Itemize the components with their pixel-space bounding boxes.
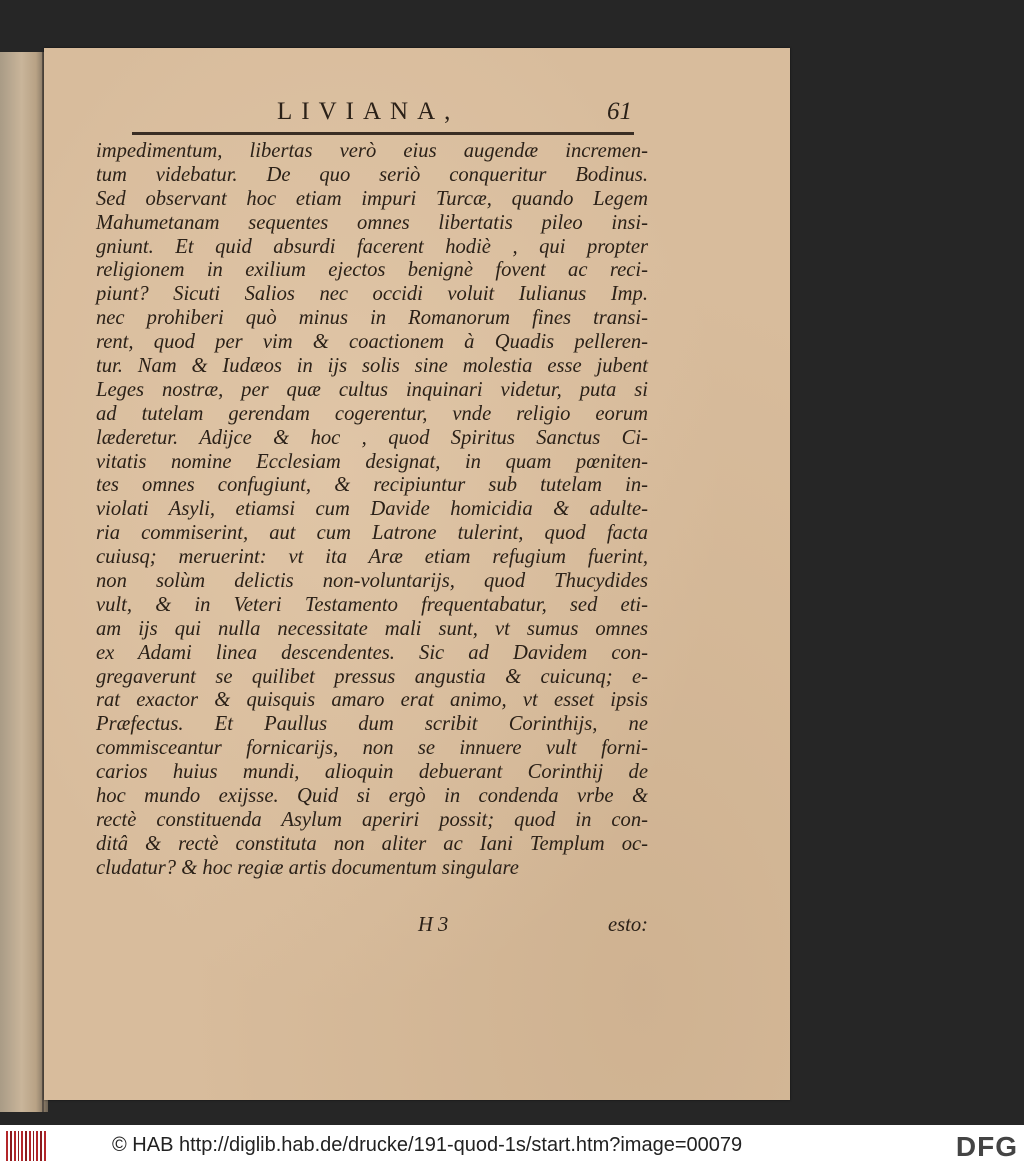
text-line: tum videbatur. De quo seriò conqueritur Bodinus. [96,163,648,186]
header-rule [132,132,634,135]
text-line: Præfectus. Et Paullus dum scribit Corinthijs, ne [96,713,648,736]
text-line: cuiusq; meruerint: vt ita Aræ etiam refugium fuerint, [96,546,648,569]
previous-page-edge [0,52,48,1112]
text-line: cludatur? & hoc regiæ artis documentum singulare [96,856,519,879]
text-line: am ijs qui nulla necessitate mali sunt, vt sumus omnes [96,617,648,640]
text-line: rectè constituenda Asylum aperiri possit; quod in con- [96,808,648,831]
text-line: vult, & in Veteri Testamento frequentabatur, sed eti- [96,593,648,616]
text-line: rent, quod per vim & coactionem à Quadis pelleren- [96,331,648,354]
text-line: piunt? Sicuti Salios nec occidi voluit Iulianus Imp. [96,283,648,306]
page-number: 61 [607,98,632,125]
book-page [44,48,790,1100]
text-line: Leges nostræ, per quæ cultus inquinari videtur, puta si [96,378,648,401]
text-line: gregaverunt se quilibet pressus angustia & cuicunq; e- [96,665,648,688]
footer-bar [0,1125,1024,1167]
page-footer [96,914,648,940]
text-line: læderetur. Adijce & hoc , quod Spiritus Sanctus Ci- [96,426,648,449]
text-line: ditâ & rectè constituta non aliter ac Iani Templum oc- [96,832,648,855]
text-line: gniunt. Et quid absurdi facerent hodiè , qui propter [96,235,648,258]
text-line: vitatis nomine Ecclesiam designat, in quam pœniten- [96,450,648,473]
hab-logo-icon[interactable] [6,1131,46,1161]
text-line: nec prohiberi quò minus in Romanorum fines transi- [96,307,648,330]
text-line: tur. Nam & Iudæos in ijs solis sine molestia esse jubent [96,355,648,378]
body-text [96,140,648,881]
text-line: hoc mundo exijsse. Quid si ergò in condenda vrbe & [96,785,648,808]
running-title: LIVIANA, [277,98,460,125]
copyright-link[interactable]: © HAB http://diglib.hab.de/drucke/191-quod-1s/start.htm?image=00079 [112,1134,743,1156]
text-line: impedimentum, libertas verò eius augendæ incremen- [96,140,648,162]
text-line: rat exactor & quisquis amaro erat animo, vt esset ipsis [96,689,648,712]
dfg-logo-icon[interactable]: DFG [955,1131,1018,1162]
text-line: Sed observant hoc etiam impuri Turcæ, quando Legem [96,187,648,210]
text-line: ad tutelam gerendam cogerentur, vnde religio eorum [96,402,648,425]
page-header [132,98,632,128]
text-line: commisceantur fornicarijs, non se innuere vult forni- [96,737,648,760]
text-line: ex Adami linea descendentes. Sic ad Davidem con- [96,641,648,664]
text-line: ria commiserint, aut cum Latrone tulerint, quod facta [96,522,648,545]
text-line: religionem in exilium ejectos benignè fovent ac reci- [96,259,648,282]
text-line: non solùm delictis non-voluntarijs, quod Thucydides [96,570,648,593]
catchword: esto: [607,914,648,936]
text-line: violati Asyli, etiamsi cum Davide homicidia & adulte- [96,498,648,521]
signature-mark: H 3 [418,914,449,936]
text-line: carios huius mundi, alioquin debuerant Corinthij de [96,761,648,784]
text-line: Mahumetanam sequentes omnes libertatis pileo insi- [96,211,648,234]
text-line: tes omnes confugiunt, & recipiuntur sub tutelam in- [96,474,648,497]
